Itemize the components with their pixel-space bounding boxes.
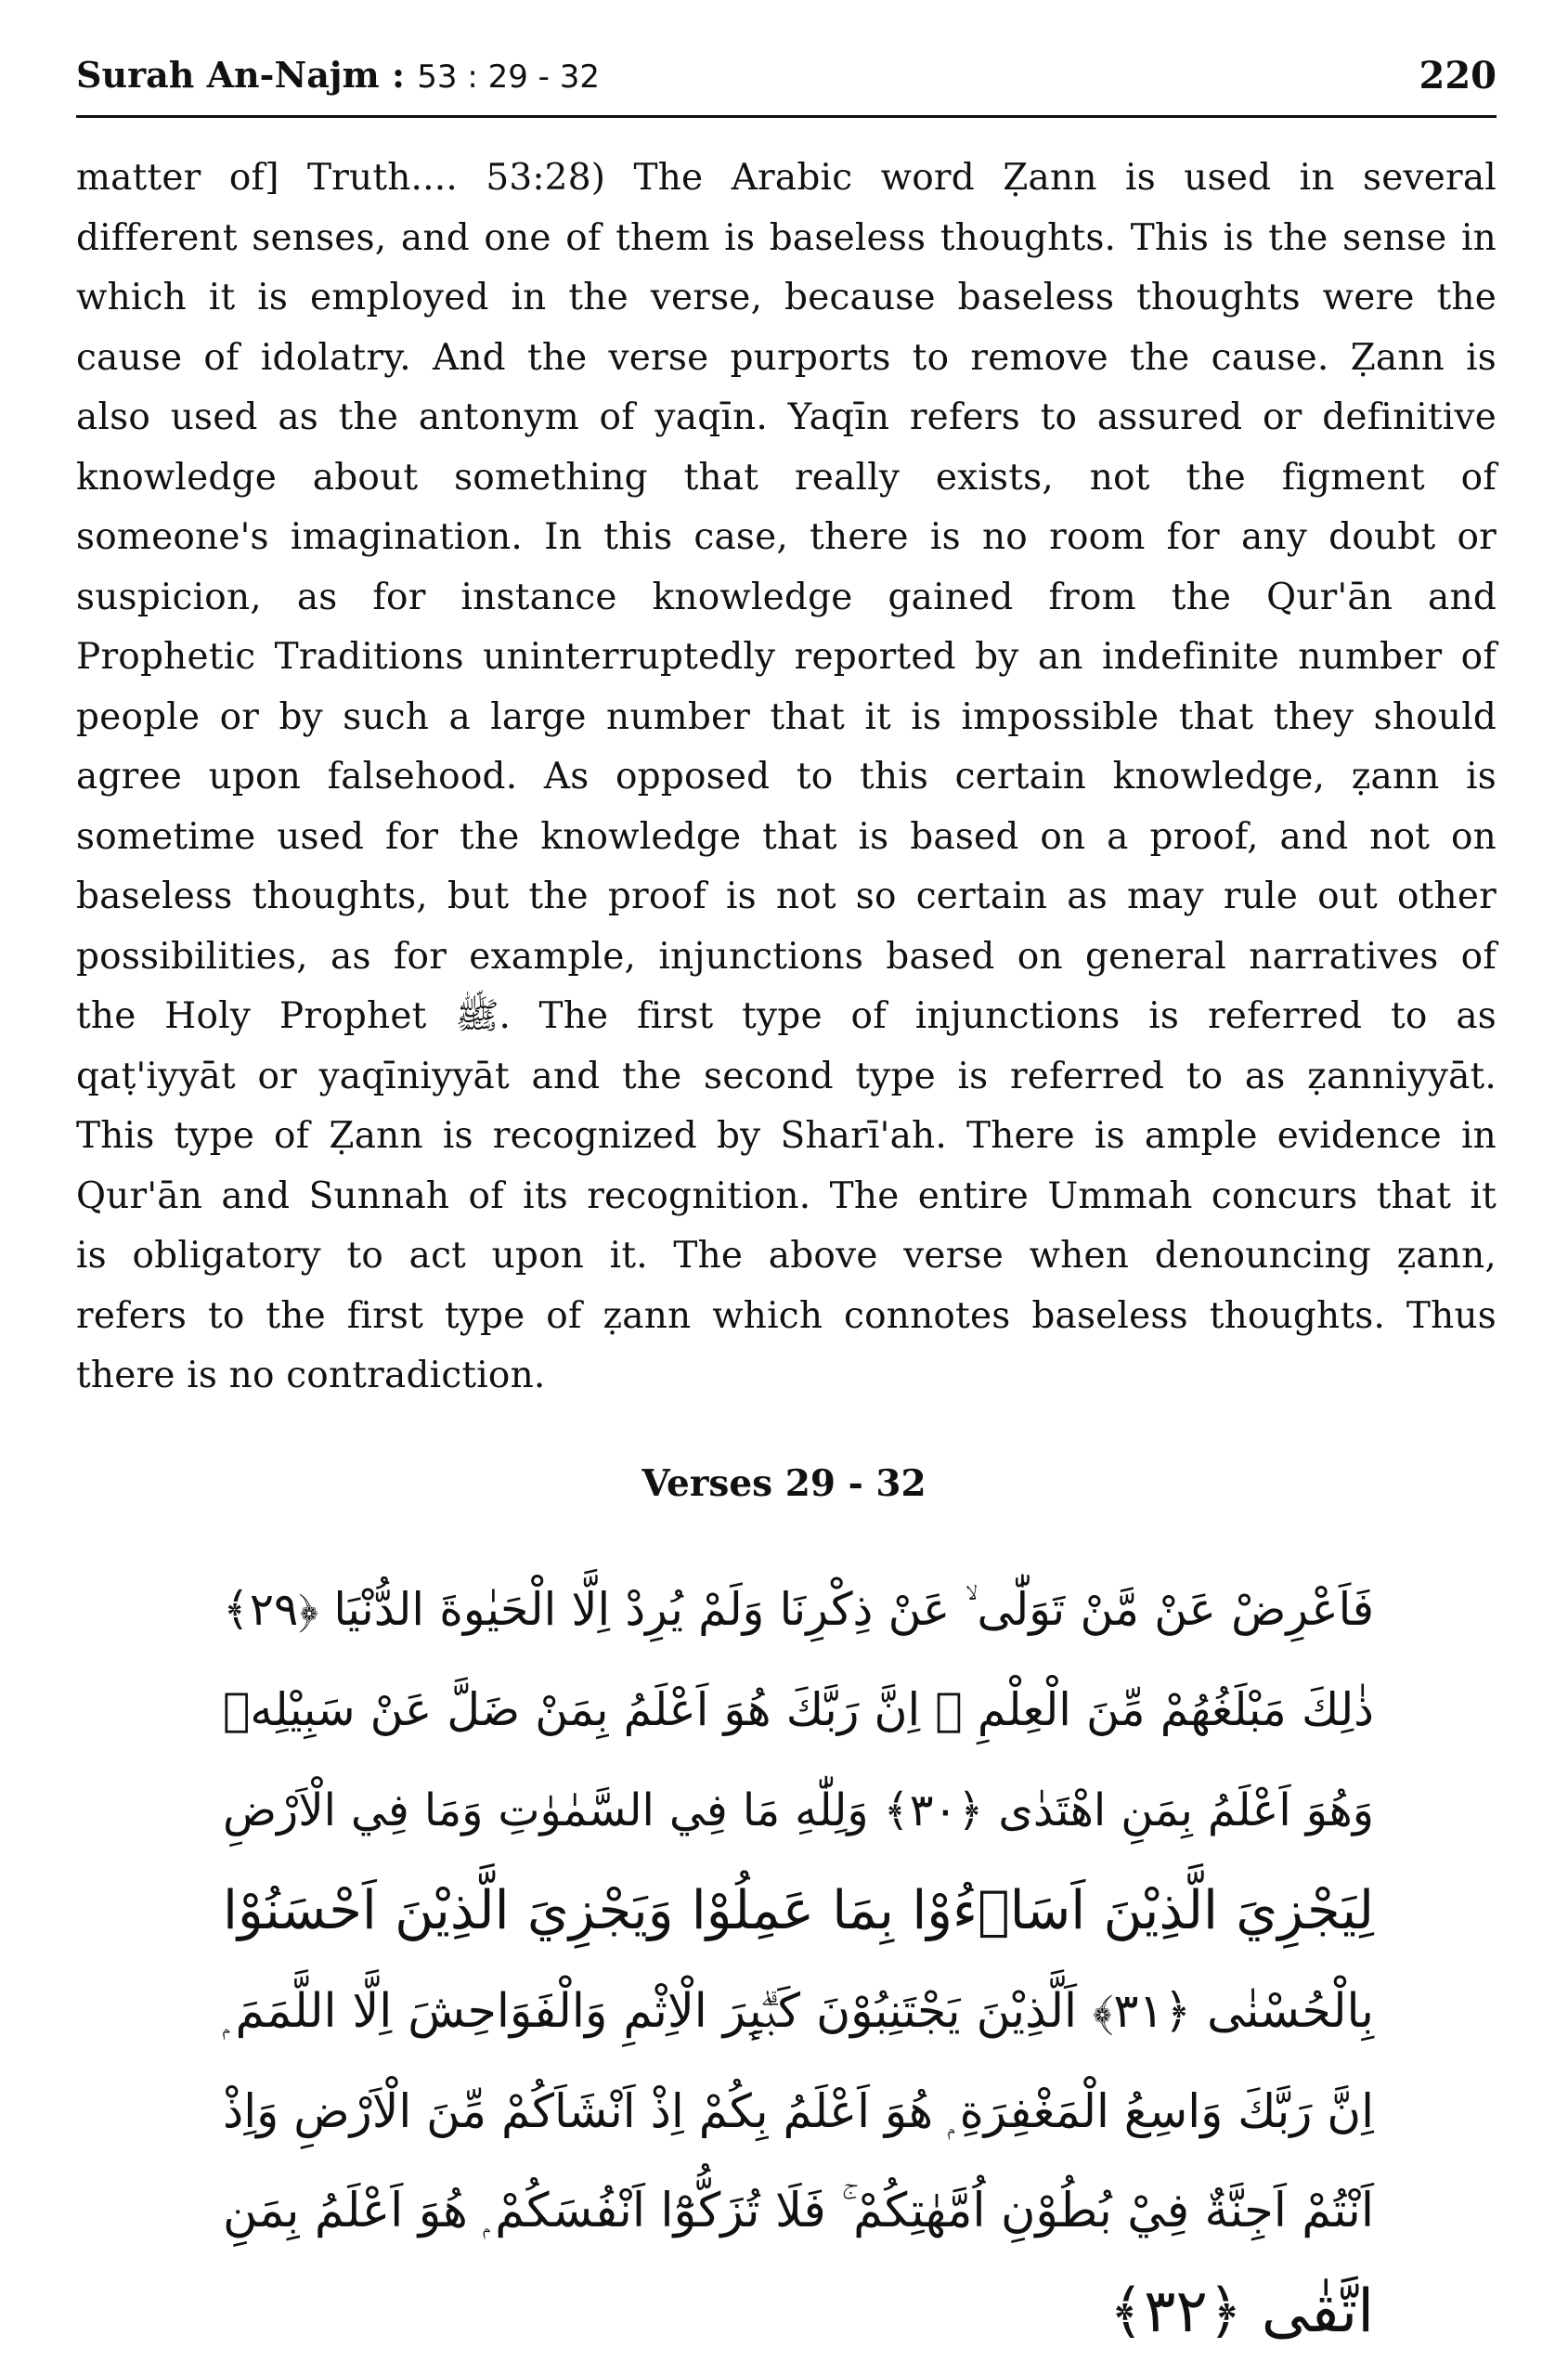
header-divider: [76, 115, 1497, 118]
text-line: refers to the first type of ẓann which connotes baseless thoughts. Thus: [76, 1294, 1497, 1337]
text-line: agree upon falsehood. As opposed to this certain knowledge, ẓann is: [76, 756, 1497, 798]
text-line: is obligatory to act upon it. The above verse when denouncing ẓann,: [76, 1235, 1497, 1277]
text-line: also used as the antonym of yaqīn. Yaqīn refers to assured or definitive: [76, 396, 1497, 438]
arabic-verse-line: وَهُوَ اَعْلَمُ بِمَنِ اهْتَدٰى ﴿٣٠﴾ وَلِلّٰهِ مَا فِي السَّمٰوٰتِ وَمَا فِي الْاَرْضِ: [223, 1784, 1374, 1836]
text-line: This type of Ẓann is recognized by Sharī'ah. There is ample evidence in: [76, 1115, 1497, 1157]
arabic-verse-line: فَاَعْرِضْ عَنْ مَّنْ تَوَلّٰى ۙ عَنْ ذِكْرِنَا وَلَمْ يُرِدْ اِلَّا الْحَيٰوةَ الدُّنْيَا ﴿٢٩﴾: [223, 1583, 1374, 1636]
arabic-verses: [223, 1560, 1374, 2362]
surah-title: [76, 54, 600, 96]
text-line: possibilities, as for example, injunctions based on general narratives of: [76, 935, 1497, 978]
arabic-verse-line: اتَّقٰى ﴿٣٢﴾: [1108, 2277, 1374, 2346]
text-line: someone's imagination. In this case, there is no room for any doubt or: [76, 516, 1497, 558]
text-line: qaṭ'iyyāt or yaqīniyyāt and the second type is referred to as ẓanniyyāt.: [76, 1055, 1497, 1097]
text-line: people or by such a large number that it is impossible that they should: [76, 695, 1497, 738]
text-line: Qur'ān and Sunnah of its recognition. The entire Ummah concurs that it: [76, 1174, 1497, 1217]
text-line: Prophetic Traditions uninterruptedly reported by an indefinite number of: [76, 636, 1497, 678]
commentary-paragraph: [76, 149, 1497, 1407]
running-header: [76, 46, 1497, 111]
text-line: which it is employed in the verse, because baseless thoughts were the: [76, 277, 1497, 318]
text-line: knowledge about something that really exists, not the figment of: [76, 456, 1497, 499]
text-line: baseless thoughts, but the proof is not so certain as may rule out other: [76, 876, 1497, 917]
verse-reference: 53 : 29 - 32: [417, 58, 601, 96]
text-line: different senses, and one of them is baseless thoughts. This is the sense in: [76, 216, 1497, 259]
arabic-verse-line: ذٰلِكَ مَبْلَغُهُمْ مِّنَ الْعِلْمِ ۭ اِنَّ رَبَّكَ هُوَ اَعْلَمُ بِمَنْ ضَلَّ عَنْ سَبِيْلِهٖ: [223, 1683, 1374, 1736]
section-heading: Verses 29 - 32: [641, 1462, 927, 1505]
surah-name: Surah An-Najm :: [76, 54, 406, 96]
text-line: the Holy Prophet ﷺ. The first type of injunctions is referred to as: [76, 995, 1497, 1037]
text-line: matter of] Truth.... 53:28) The Arabic word Ẓann is used in several: [76, 157, 1497, 199]
arabic-verse-line: اَنْتُمْ اَجِنَّةٌ فِيْ بُطُوْنِ اُمَّهٰتِكُمْ ۚ فَلَا تُزَكُّوْٓا اَنْفُسَكُمْ ۭ هُوَ اَعْلَمُ بِمَنِ: [223, 2184, 1374, 2238]
text-line: sometime used for the knowledge that is based on a proof, and not on: [76, 815, 1497, 858]
text-line: there is no contradiction.: [76, 1355, 546, 1396]
arabic-verse-line: بِالْحُسْنٰى ﴿٣١﴾ اَلَّذِيْنَ يَجْتَنِبُوْنَ كَبٰۗىِٕرَ الْاِثْمِ وَالْفَوَاحِشَ اِلَّا اللَّمَمَ ۭ: [223, 1983, 1374, 2038]
text-line: suspicion, as for instance knowledge gained from the Qur'ān and: [76, 576, 1497, 618]
arabic-verse-line: لِيَجْزِيَ الَّذِيْنَ اَسَاۗءُوْا بِمَا عَمِلُوْا وَيَجْزِيَ الَّذِيْنَ اَحْسَنُوْا: [223, 1879, 1374, 1941]
page-number: 220: [1419, 54, 1497, 97]
arabic-verse-line: اِنَّ رَبَّكَ وَاسِعُ الْمَغْفِرَةِ ۭ هُوَ اَعْلَمُ بِكُمْ اِذْ اَنْشَاَكُمْ مِّنَ الْاَرْضِ وَاِذْ: [223, 2084, 1374, 2138]
text-line: cause of idolatry. And the verse purports to remove the cause. Ẓann is: [76, 336, 1497, 379]
